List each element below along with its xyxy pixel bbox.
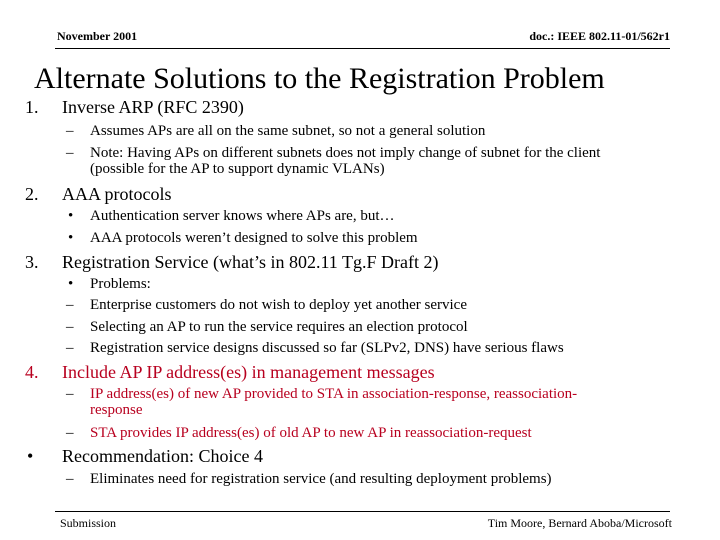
sub-text: Problems: — [90, 276, 151, 292]
sub-text-highlighted: STA provides IP address(es) of old AP to new AP in reassociation-request — [90, 425, 532, 441]
sub-text: Enterprise customers do not wish to deploy yet another service — [90, 297, 467, 313]
header-date: November 2001 — [57, 29, 138, 43]
item-text: Registration Service (what’s in 802.11 Tg.F Draft 2) — [62, 252, 439, 272]
sub-text-highlighted: IP address(es) of new AP provided to STA in association-response, reassociation- — [90, 386, 578, 402]
footer-left: Submission — [60, 516, 117, 530]
sub-text: Note: Having APs on different subnets does not imply change of subnet for the client — [90, 145, 601, 161]
sub-text-cont: (possible for the AP to support dynamic VLANs) — [90, 161, 385, 177]
sub-text: Registration service designs discussed so far (SLPv2, DNS) have serious flaws — [90, 340, 564, 356]
bullet-icon: • — [68, 276, 74, 292]
item-text: Recommendation: Choice 4 — [62, 446, 263, 466]
sub-text: Selecting an AP to run the service requires an election protocol — [90, 319, 468, 335]
sub-marker: – — [66, 471, 74, 487]
footer-rule — [55, 511, 670, 512]
header-doc-id: doc.: IEEE 802.11-01/562r1 — [529, 29, 670, 43]
sub-text: Eliminates need for registration service (and resulting deployment problems) — [90, 471, 552, 487]
item-text: AAA protocols — [62, 184, 172, 204]
item-number: 1. — [25, 97, 39, 117]
sub-marker: – — [66, 123, 74, 139]
header-rule — [55, 48, 670, 49]
sub-text-cont-highlighted: response — [90, 402, 143, 418]
bullet-icon: • — [68, 230, 74, 246]
bullet-icon: • — [27, 446, 34, 466]
sub-text: Assumes APs are all on the same subnet, so not a general solution — [90, 123, 486, 139]
sub-marker: – — [66, 340, 74, 356]
item-text-highlighted: Include AP IP address(es) in management messages — [62, 362, 435, 382]
item-number: 3. — [25, 252, 39, 272]
item-text: Inverse ARP (RFC 2390) — [62, 97, 244, 117]
item-number: 2. — [25, 184, 39, 204]
sub-marker: – — [66, 145, 74, 161]
sub-marker: – — [66, 297, 74, 313]
sub-marker: – — [66, 425, 74, 441]
sub-marker: – — [66, 319, 74, 335]
footer-right: Tim Moore, Bernard Aboba/Microsoft — [487, 516, 672, 530]
slide-title: Alternate Solutions to the Registration Problem — [34, 62, 605, 95]
sub-text: AAA protocols weren’t designed to solve this problem — [90, 230, 418, 246]
bullet-icon: • — [68, 208, 74, 224]
item-number: 4. — [25, 362, 39, 382]
sub-marker: – — [66, 386, 74, 402]
sub-text: Authentication server knows where APs are, but… — [90, 208, 395, 224]
